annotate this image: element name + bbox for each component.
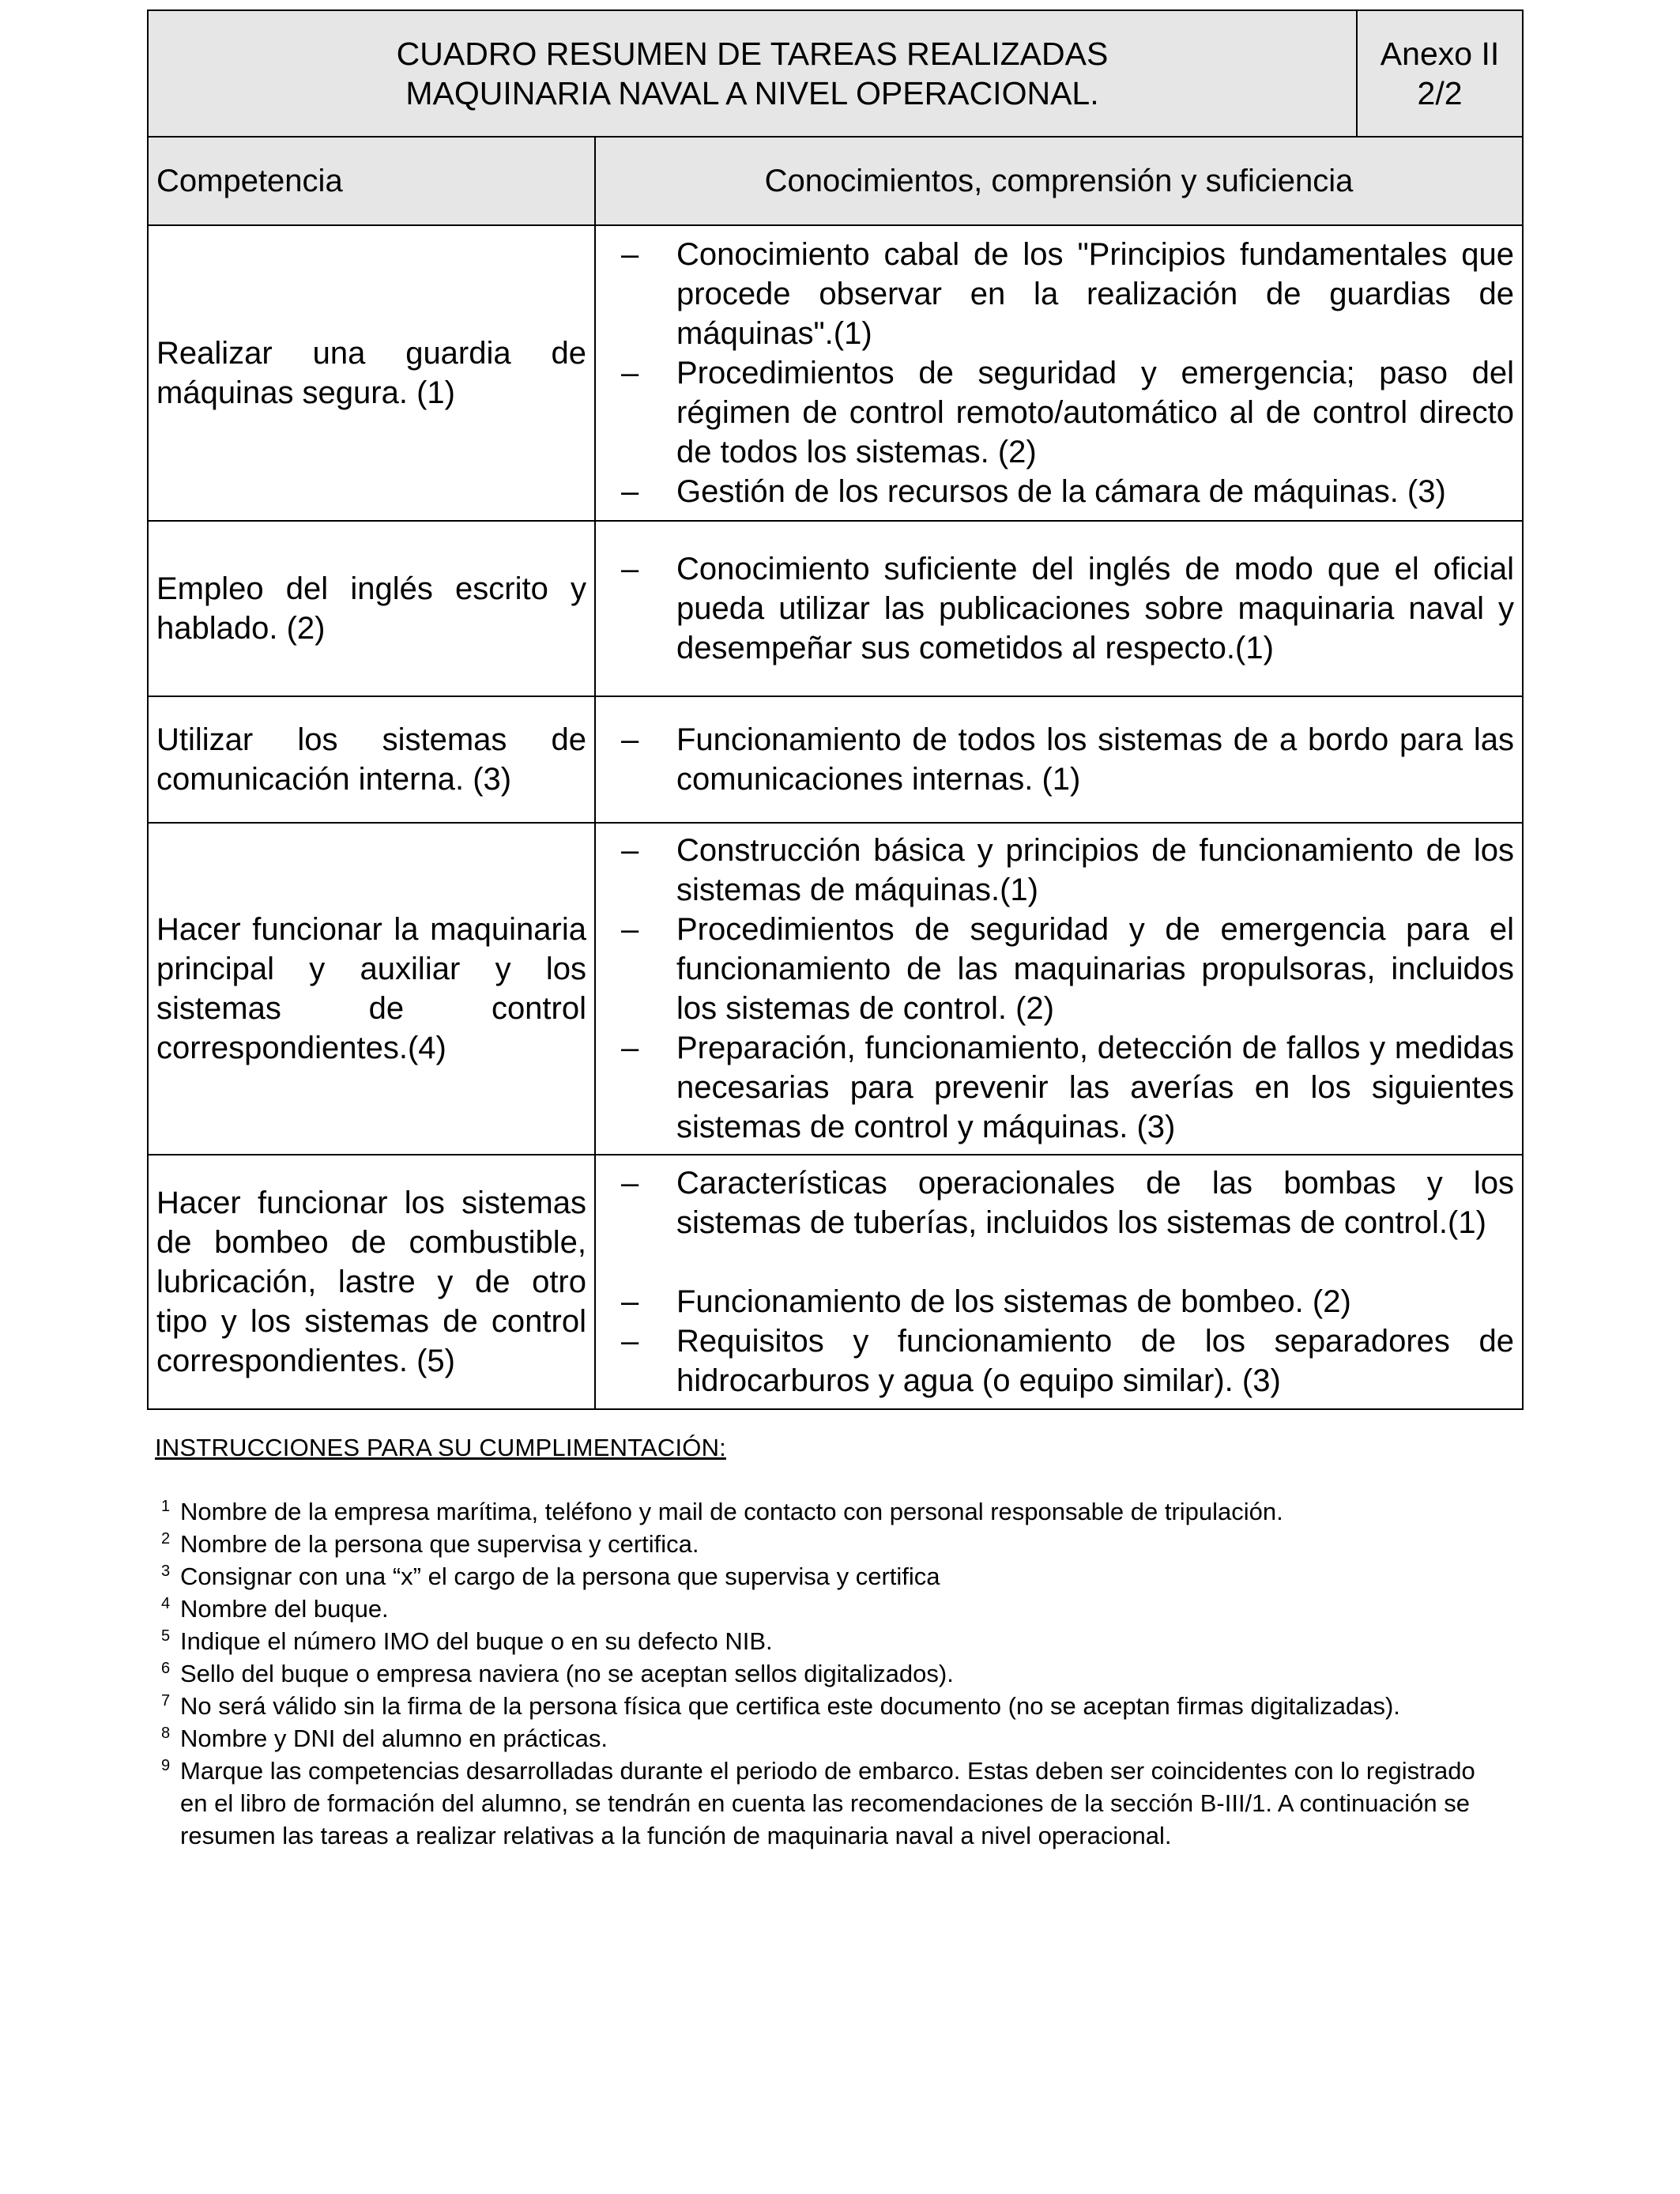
footnote-item	[155, 1495, 1476, 1528]
knowledge-item-text: Conocimiento suficiente del inglés de modo que el oficial pueda utilizar las publicaciones sobre maquinaria naval y desempeñar sus cometidos al respecto.(1)	[676, 552, 1515, 665]
column-header-row	[148, 137, 1523, 225]
knowledge-item-text: Características operacionales de las bombas y los sistemas de tuberías, incluidos los sistemas de control.(1)	[676, 1166, 1515, 1240]
document-sheet	[147, 9, 1522, 1852]
title-line-2: MAQUINARIA NAVAL A NIVEL OPERACIONAL.	[405, 75, 1099, 111]
knowledge-item-text: Conocimiento cabal de los "Principios fundamentales que procede observar en la realización de guardias de máquinas".(1)	[676, 237, 1515, 351]
footnote-number: 1	[161, 1498, 171, 1515]
footnote-number: 9	[161, 1757, 171, 1774]
column-header-competence: Competencia	[148, 137, 595, 225]
knowledge-item	[604, 1163, 1514, 1242]
footnote-item	[155, 1560, 1476, 1593]
knowledge-list	[604, 831, 1514, 1147]
knowledge-list	[604, 235, 1514, 511]
competence-cell: Utilizar los sistemas de comunicación interna. (3)	[148, 696, 595, 823]
footnote-text: No será válido sin la firma de la persona física que certifica este documento (no se aceptan firmas digitalizadas).	[180, 1692, 1400, 1720]
table-row	[148, 823, 1523, 1155]
dash-bullet-icon: –	[621, 1324, 639, 1359]
annex-label	[1357, 10, 1523, 137]
instructions-title: INSTRUCCIONES PARA SU CUMPLIMENTACIÓN:	[155, 1434, 726, 1461]
footnotes-list	[155, 1495, 1522, 1852]
footnote-item	[155, 1625, 1476, 1657]
footnote-number: 8	[161, 1725, 171, 1742]
knowledge-item	[604, 1282, 1514, 1321]
table-row	[148, 521, 1523, 696]
knowledge-item-text: Funcionamiento de los sistemas de bombeo. (2)	[676, 1284, 1351, 1319]
footnote-item	[155, 1657, 1476, 1690]
dash-bullet-icon: –	[621, 356, 639, 390]
dash-bullet-icon: –	[621, 1166, 639, 1201]
knowledge-cell	[595, 521, 1523, 696]
footnote-item	[155, 1593, 1476, 1625]
footnote-item	[155, 1722, 1476, 1755]
knowledge-list	[604, 1163, 1514, 1400]
annex-line-2: 2/2	[1417, 75, 1463, 111]
dash-bullet-icon: –	[621, 1284, 639, 1319]
footnote-text: Consignar con una “x” el cargo de la persona que supervisa y certifica	[180, 1563, 940, 1590]
title-line-1: CUADRO RESUMEN DE TAREAS REALIZADAS	[396, 36, 1109, 72]
footnote-text: Nombre del buque.	[180, 1595, 389, 1623]
footnote-item	[155, 1528, 1476, 1560]
competence-cell: Empleo del inglés escrito y hablado. (2)	[148, 521, 595, 696]
footnote-item	[155, 1755, 1476, 1852]
dash-bullet-icon: –	[621, 1031, 639, 1065]
knowledge-item-text: Funcionamiento de todos los sistemas de a bordo para las comunicaciones internas. (1)	[676, 722, 1515, 797]
footnote-text: Sello del buque o empresa naviera (no se aceptan sellos digitalizados).	[180, 1660, 954, 1687]
knowledge-item	[604, 910, 1514, 1028]
footnote-number: 2	[161, 1530, 171, 1547]
knowledge-item	[604, 549, 1514, 668]
dash-bullet-icon: –	[621, 552, 639, 586]
summary-table	[147, 9, 1524, 1410]
header-row	[148, 10, 1523, 137]
knowledge-item	[604, 1028, 1514, 1147]
knowledge-item	[604, 472, 1514, 511]
knowledge-item	[604, 831, 1514, 910]
knowledge-item	[604, 1321, 1514, 1400]
table-row	[148, 696, 1523, 823]
dash-bullet-icon: –	[621, 722, 639, 757]
footnote-text: Nombre de la empresa marítima, teléfono y mail de contacto con personal responsable de tripulación.	[180, 1498, 1283, 1525]
table-body	[148, 225, 1523, 1409]
knowledge-item-text: Procedimientos de seguridad y emergencia; paso del régimen de control remoto/automático al de control directo de todos los sistemas. (2)	[676, 356, 1515, 469]
knowledge-item-text: Construcción básica y principios de funcionamiento de los sistemas de máquinas.(1)	[676, 833, 1515, 907]
knowledge-item-text: Gestión de los recursos de la cámara de máquinas. (3)	[676, 474, 1446, 509]
knowledge-cell	[595, 823, 1523, 1155]
knowledge-item-text: Requisitos y funcionamiento de los separadores de hidrocarburos y agua (o equipo similar). (3)	[676, 1324, 1515, 1398]
document-title	[148, 10, 1357, 137]
footnote-text: Nombre de la persona que supervisa y certifica.	[180, 1530, 699, 1558]
knowledge-cell	[595, 1155, 1523, 1409]
footnote-number: 5	[161, 1627, 171, 1645]
table-row	[148, 1155, 1523, 1409]
annex-line-1: Anexo II	[1380, 36, 1500, 72]
dash-bullet-icon: –	[621, 237, 639, 272]
footnote-number: 7	[161, 1692, 171, 1710]
footnote-number: 6	[161, 1660, 171, 1677]
knowledge-item-text: Preparación, funcionamiento, detección de fallos y medidas necesarias para prevenir las averías en los siguientes sistemas de control y máquinas. (3)	[676, 1031, 1515, 1144]
footnote-text: Marque las competencias desarrolladas durante el periodo de embarco. Estas deben ser coincidentes con lo registrado en el libro de formación del alumno, se tendrán en cuenta las recomendaciones de la sección B-III/1. A continuación se resumen las tareas a realizar relativas a la función de maquinaria naval a nivel operacional.	[180, 1757, 1475, 1849]
footnote-number: 3	[161, 1563, 171, 1580]
dash-bullet-icon: –	[621, 474, 639, 509]
knowledge-list	[604, 549, 1514, 668]
column-header-knowledge: Conocimientos, comprensión y suficiencia	[595, 137, 1523, 225]
knowledge-item	[604, 720, 1514, 799]
knowledge-item-text: Procedimientos de seguridad y de emergencia para el funcionamiento de las maquinarias propulsoras, incluidos los sistemas de control. (2)	[676, 912, 1515, 1026]
dash-bullet-icon: –	[621, 912, 639, 947]
footnote-text: Indique el número IMO del buque o en su defecto NIB.	[180, 1627, 773, 1655]
table-row	[148, 225, 1523, 521]
competence-cell: Realizar una guardia de máquinas segura. (1)	[148, 225, 595, 521]
competence-cell: Hacer funcionar la maquinaria principal y auxiliar y los sistemas de control correspondientes.(4)	[148, 823, 595, 1155]
competence-cell: Hacer funcionar los sistemas de bombeo de combustible, lubricación, lastre y de otro tipo y los sistemas de control correspondientes. (5)	[148, 1155, 595, 1409]
knowledge-cell	[595, 696, 1523, 823]
knowledge-cell	[595, 225, 1523, 521]
knowledge-list	[604, 720, 1514, 799]
knowledge-item	[604, 353, 1514, 472]
footnote-item	[155, 1690, 1476, 1722]
footnote-text: Nombre y DNI del alumno en prácticas.	[180, 1725, 608, 1752]
knowledge-item	[604, 235, 1514, 353]
footnote-number: 4	[161, 1595, 171, 1612]
dash-bullet-icon: –	[621, 833, 639, 868]
